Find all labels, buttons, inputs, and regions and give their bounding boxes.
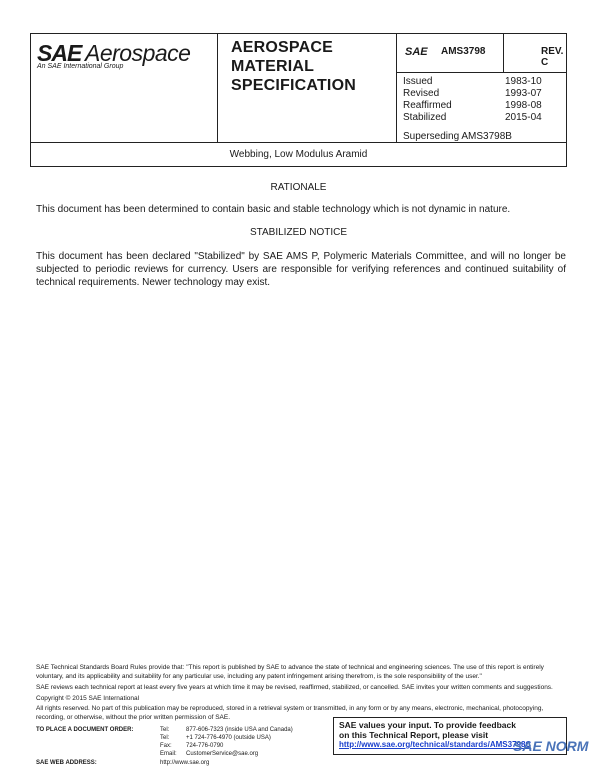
feedback-link[interactable]: http://www.sae.org/technical/standards/AMS3798C xyxy=(339,740,532,749)
date-label-stabilized: Stabilized xyxy=(403,112,447,123)
divider xyxy=(396,72,566,73)
doc-title-bar xyxy=(30,143,567,167)
spec-title-line-1: AEROSPACE xyxy=(231,39,333,56)
spec-title-line-3: SPECIFICATION xyxy=(231,77,356,94)
date-label-revised: Revised xyxy=(403,88,440,99)
web-label: SAE WEB ADDRESS: xyxy=(36,760,97,766)
logo-sae: SAE xyxy=(37,40,82,66)
divider xyxy=(217,34,218,142)
stabilized-heading: STABILIZED NOTICE xyxy=(249,227,348,238)
order-key: Tel: xyxy=(160,735,170,741)
date-value-reaffirmed: 1998-08 xyxy=(505,100,542,111)
footer-copyright: Copyright © 2015 SAE International xyxy=(36,695,140,702)
stabilized-text: This document has been declared "Stabilized" by SAE AMS P, Polymeric Materials Committee, and will no longer be subjected to periodic reviews for currency. Users are responsible for verifying references and continued suitability of technical requirements. Newer technology may exist. xyxy=(36,251,566,288)
web-link[interactable]: http://www.sae.org xyxy=(160,760,210,766)
date-label-reaffirmed: Reaffirmed xyxy=(403,100,452,111)
doc-title: Webbing, Low Modulus Aramid xyxy=(229,149,368,160)
feedback-line-1: SAE values your input. To provide feedback xyxy=(339,720,516,730)
logo-aerospace: Aerospace xyxy=(85,40,191,66)
footer-policy: SAE Technical Standards Board Rules provide that: "This report is published by SAE to advance the state of technical and engineering sciences. The use of this report is entirely voluntary, and its applicability and suitability for any particular use, including any patent infringement arising therefrom, is the sole responsibility of the user." xyxy=(36,664,544,680)
watermark: SAE NORM xyxy=(513,738,589,754)
order-value: 724-776-0790 xyxy=(186,743,224,749)
footer-review: SAE reviews each technical report at least every five years at which time it may be revised, reaffirmed, stabilized, or cancelled. SAE invites your written comments and suggestions. xyxy=(36,684,553,691)
mini-sae-logo: SAE xyxy=(405,46,428,58)
revision: REV. C xyxy=(541,46,564,68)
logo-tagline: An SAE International Group xyxy=(37,63,124,70)
date-value-stabilized: 2015-04 xyxy=(505,112,542,123)
date-value-revised: 1993-07 xyxy=(505,88,542,99)
date-value-issued: 1983-10 xyxy=(505,76,542,87)
header-table xyxy=(30,33,567,143)
rationale-heading: RATIONALE xyxy=(270,182,327,193)
footer-rights: All rights reserved. No part of this publication may be reproduced, stored in a retrieval system or transmitted, in any form or by any means, electronic, mechanical, photocopying, recording, or otherwise, without the prior written permission of SAE. xyxy=(36,705,544,721)
order-key: Fax: xyxy=(160,743,172,749)
spec-title-line-2: MATERIAL xyxy=(231,58,315,75)
feedback-line-2: on this Technical Report, please visit xyxy=(339,730,489,740)
order-email[interactable]: CustomerService@sae.org xyxy=(186,751,259,757)
order-label: TO PLACE A DOCUMENT ORDER: xyxy=(36,727,134,733)
order-key: Tel: xyxy=(160,727,170,733)
doc-number: AMS3798 xyxy=(441,46,486,57)
order-key: Email: xyxy=(160,751,177,757)
superseding-note: Superseding AMS3798B xyxy=(403,131,512,142)
order-value: +1 724-776-4970 (outside USA) xyxy=(186,735,271,741)
rationale-text: This document has been determined to contain basic and stable technology which is not dynamic in nature. xyxy=(36,204,511,215)
divider xyxy=(396,34,397,142)
date-label-issued: Issued xyxy=(403,76,433,87)
divider xyxy=(503,34,504,72)
order-value: 877-606-7323 (inside USA and Canada) xyxy=(186,727,293,733)
